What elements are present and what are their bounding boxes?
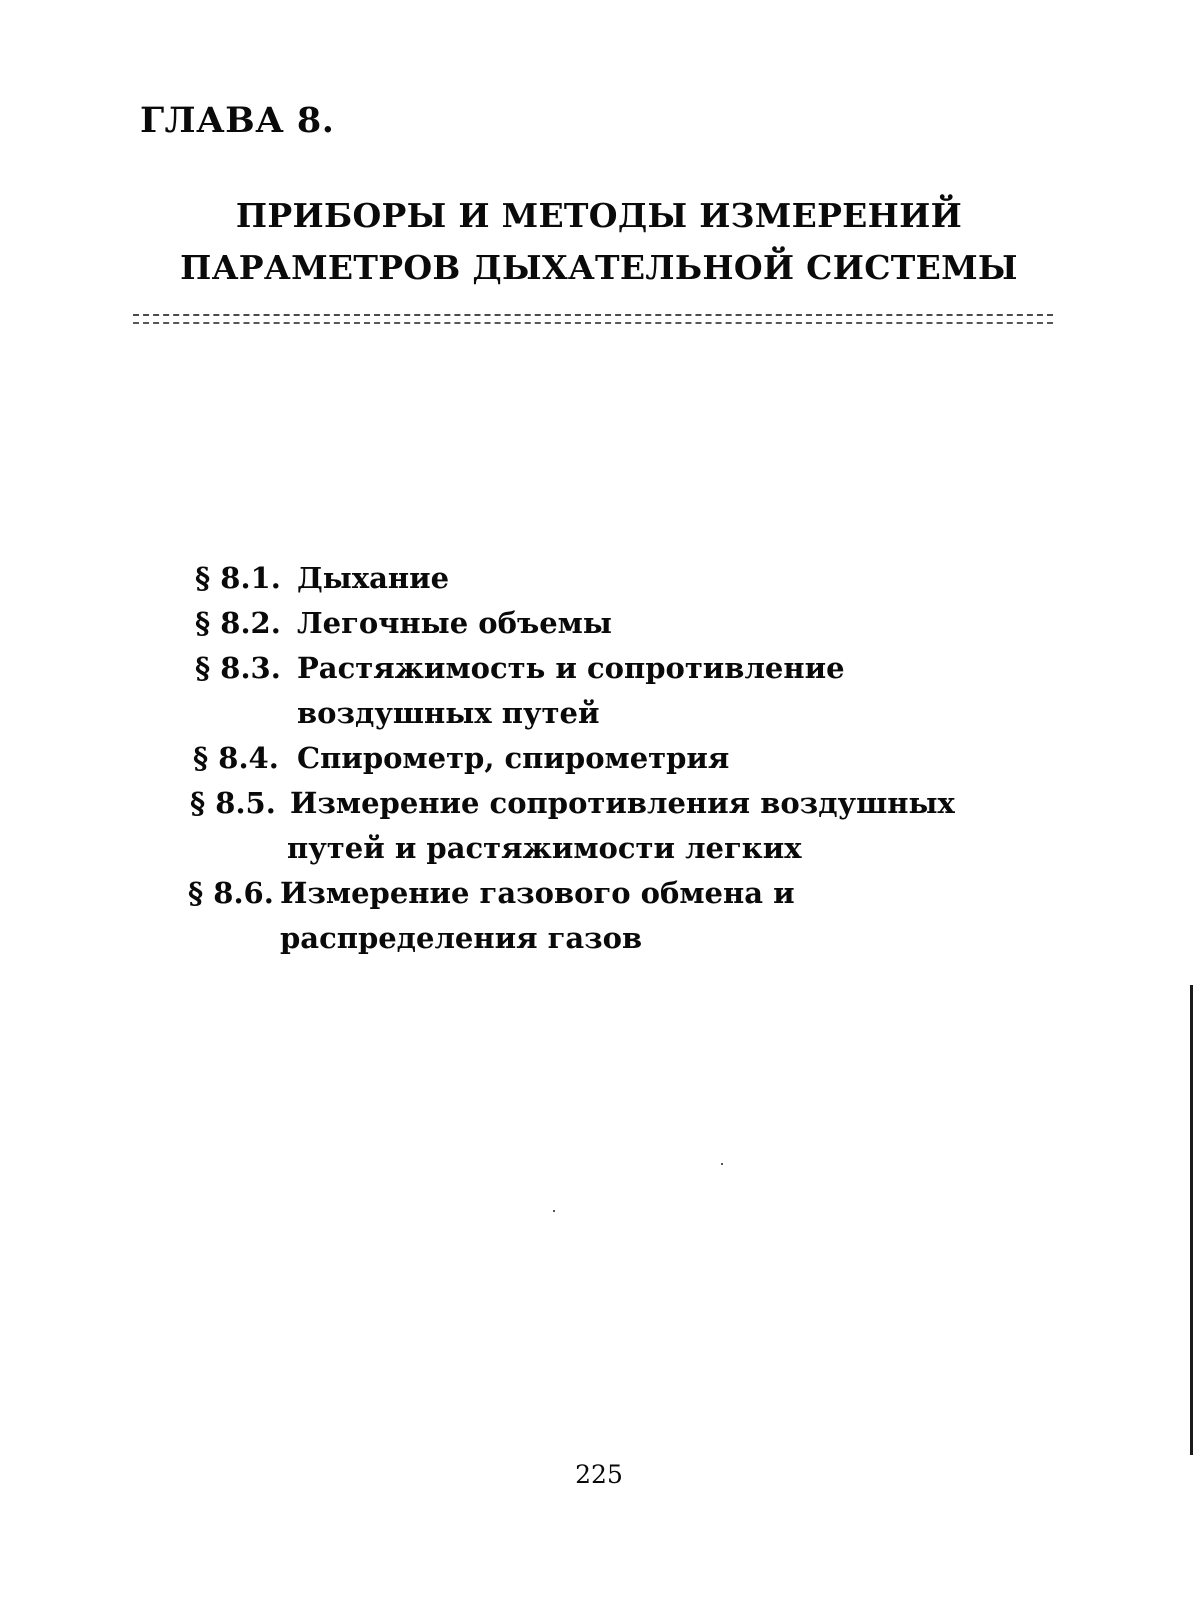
section-title: Измерение сопротивления воздушных <box>290 786 955 820</box>
section-entry-line <box>193 736 1198 781</box>
title-divider <box>133 314 1053 324</box>
page-number: 225 <box>575 1460 623 1489</box>
chapter-title <box>0 190 1198 294</box>
section-entry-8-4 <box>0 736 1198 781</box>
section-title: Спирометр, спирометрия <box>297 741 730 775</box>
section-number: § 8.4. <box>193 741 279 775</box>
chapter-label: ГЛАВА 8. <box>140 100 335 141</box>
section-number: § 8.5. <box>190 786 276 820</box>
section-title-continuation: путей и растяжимости легких <box>287 831 802 865</box>
chapter-title-line-2: ПАРАМЕТРОВ ДЫХАТЕЛЬНОЙ СИСТЕМЫ <box>180 248 1018 287</box>
section-list <box>0 556 1198 961</box>
section-entry-8-5 <box>0 781 1198 871</box>
scan-speck <box>721 1163 723 1165</box>
section-entry-line <box>190 781 1198 826</box>
section-entry-line <box>188 871 1198 916</box>
section-entry-8-6 <box>0 871 1198 961</box>
section-number: § 8.6. <box>188 876 274 910</box>
scan-speck <box>553 1210 555 1212</box>
section-number: § 8.2. <box>195 606 281 640</box>
section-title: Легочные объемы <box>297 606 612 640</box>
section-number: § 8.3. <box>195 651 281 685</box>
section-title-continuation: распределения газов <box>280 921 643 955</box>
section-title: Растяжимость и сопротивление <box>297 651 845 685</box>
section-title: Измерение газового обмена и <box>280 876 795 910</box>
section-title-continuation: воздушных путей <box>297 696 600 730</box>
page-edge-shadow <box>1190 985 1193 1455</box>
section-entry-8-2 <box>0 601 1198 646</box>
section-number: § 8.1. <box>195 561 281 595</box>
section-title: Дыхание <box>297 561 450 595</box>
section-entry-line <box>195 646 1198 691</box>
section-entry-8-3 <box>0 646 1198 736</box>
section-entry-line <box>195 556 1198 601</box>
section-entry-line <box>195 601 1198 646</box>
section-entry-8-1 <box>0 556 1198 601</box>
chapter-title-line-1: ПРИБОРЫ И МЕТОДЫ ИЗМЕРЕНИЙ <box>235 196 963 235</box>
